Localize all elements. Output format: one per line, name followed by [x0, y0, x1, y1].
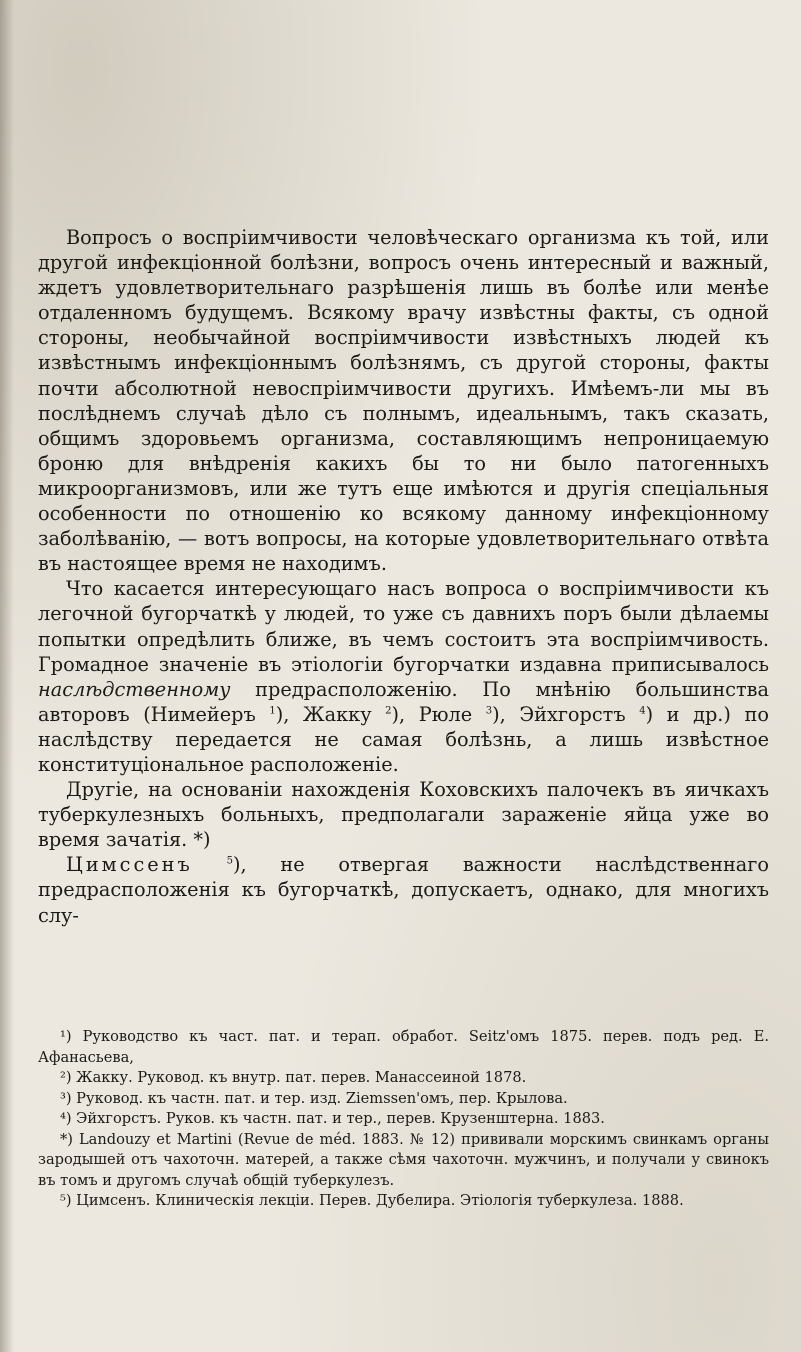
footnote-ref-5[interactable]: 5 — [226, 855, 233, 867]
footnote-5: ⁵) Цимсенъ. Клиническія лекціи. Перев. Дубелира. Этіологія туберкулеза. 1888. — [60, 1192, 684, 1209]
paragraph-1: Вопросъ о воспріимчивости человѣческаго организма къ той, или другой инфекціонной болѣзни, вопросъ очень интересный и важный, ждетъ удовлетворительнаго разрѣшенія лишь въ болѣе или менѣе отдаленномъ будущемъ. Всякому врачу извѣстны факты, съ одной стороны, необычайной воспріимчивости извѣстныхъ людей къ извѣстнымъ инфекціоннымъ болѣзнямъ, съ другой стороны, факты почти абсолютной невоспріимчивости другихъ. Имѣемъ-ли мы въ послѣднемъ случаѣ дѣло съ полнымъ, идеальнымъ, такъ сказать, общимъ здоровьемъ организма, составляющимъ непроницаемую броню для внѣдренія какихъ бы то ни было патогенныхъ микроорганизмовъ, или же тутъ еще имѣются и другія спеціальныя особенности по отношенію ко всякому данному инфекціонному заболѣванію, — вотъ вопросы, на которые удовлетворительнаго отвѣта въ настоящее время не находимъ. — [38, 226, 769, 576]
footnote-1: ¹) Руководство къ част. пат. и терап. обработ. Seitz'омъ 1875. перев. подъ ред. Е. Афанасьева, — [38, 1028, 769, 1066]
emphasis-heredity: наслѣдственному — [38, 677, 231, 701]
footnote-ref-3[interactable]: 3 — [485, 705, 493, 717]
footnote-ref-2[interactable]: 2 — [385, 705, 392, 717]
page-gutter-shadow — [0, 0, 14, 1352]
paragraph-2: Что касается интересующаго насъ вопроса о воспріимчивости къ легочной бугорчаткѣ у людей, то уже съ давнихъ поръ были дѣлаемы попытки опредѣлить ближе, въ чемъ состоитъ эта воспріимчивость. Громадное значеніе въ этіологіи бугорчатки издавна приписывалось наслѣдственному предрасположенію. По мнѣнію большинства авторовъ (Нимейеръ $^1$), Жакку $^2$), Рюле $^3$), Эйхгорстъ $^4$) и др.) по наслѣдству передается не самая болѣзнь, а лишь извѣстное конституціональное расположеніе. — [38, 577, 769, 776]
footnote-star: *) Landouzy et Martini (Revue de méd. 1883. № 12) прививали морскимъ свинкамъ органы зародышей отъ чахоточн. матерей, а также сѣмя чахоточн. мужчинъ, и получали у свинокъ въ томъ и другомъ случаѣ общій туберкулезъ. — [38, 1130, 769, 1189]
show-through-text — [0, 70, 801, 86]
footnote-ref-4[interactable]: 4 — [639, 705, 646, 717]
author-name-spaced: Цимссенъ — [66, 853, 193, 877]
footnotes — [38, 1027, 769, 1212]
paragraph-3: Другіе, на основаніи нахожденія Коховскихъ палочекъ въ яичкахъ туберкулезныхъ больныхъ, предполагали зараженіе яйца уже во время зачатія. *) — [38, 778, 769, 852]
paragraph-4: Цимссенъ $^5$), не отвергая важности наслѣдственнаго предрасположенія къ бугорчаткѣ, допускаетъ, однако, для многихъ слу- — [38, 853, 769, 927]
footnote-3: ³) Руковод. къ частн. пат. и тер. изд. Ziemssen'омъ, пер. Крылова. — [60, 1089, 568, 1107]
footnote-ref-1[interactable]: 1 — [269, 705, 276, 717]
footnote-2: ²) Жакку. Руковод. къ внутр. пат. перев. Манассеиной 1878. — [60, 1069, 527, 1086]
main-text — [38, 225, 769, 928]
footnote-4: ⁴) Эйхгорстъ. Руков. къ частн. пат. и тер., перев. Крузенштерна. 1883. — [60, 1110, 605, 1127]
